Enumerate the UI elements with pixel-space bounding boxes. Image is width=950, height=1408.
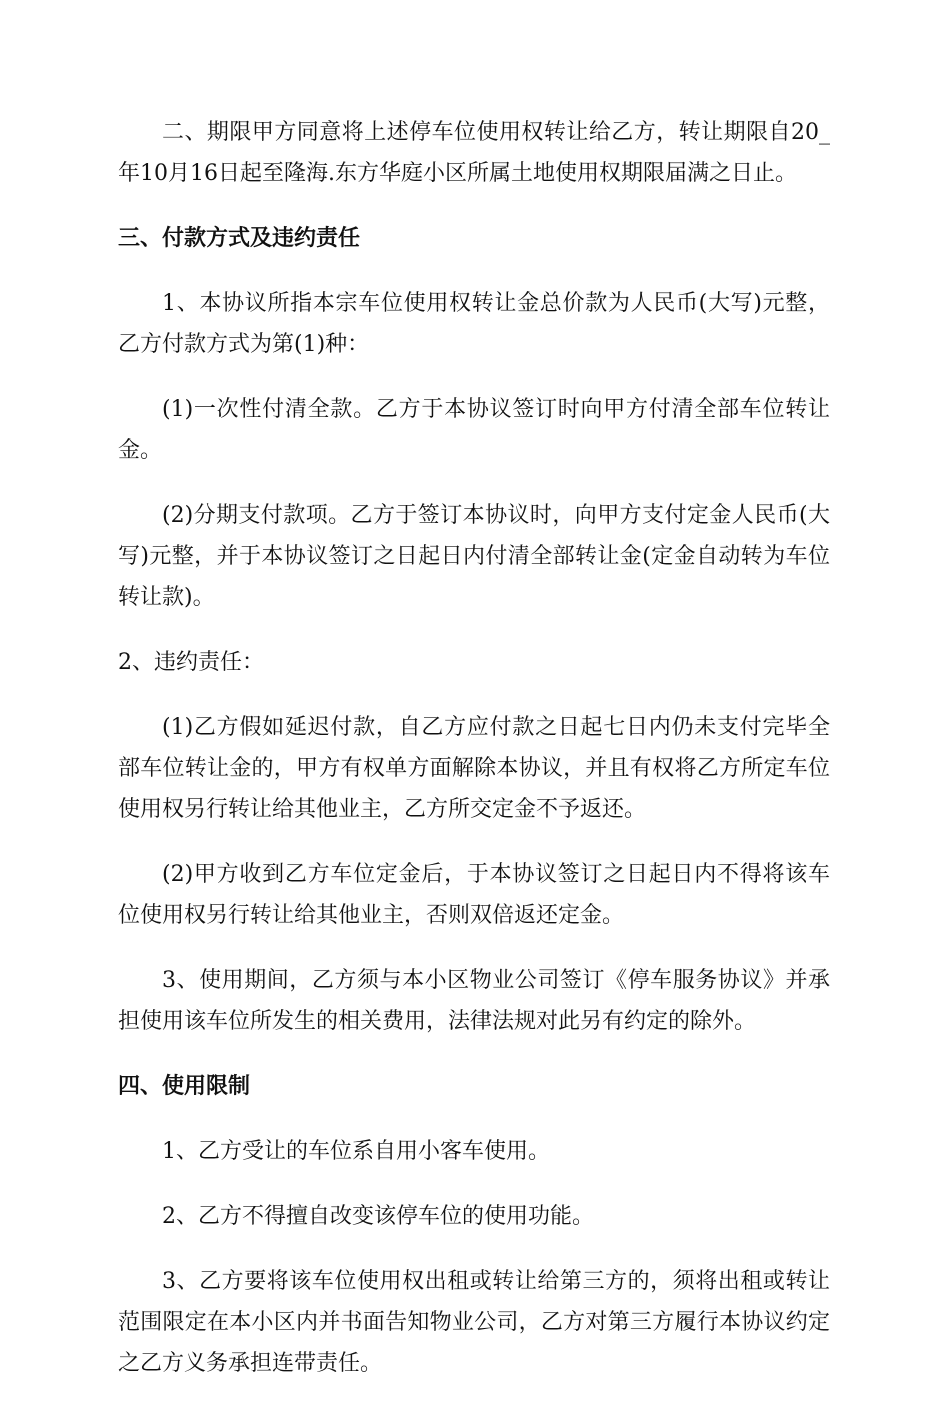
paragraph-breach-1: (1)乙方假如延迟付款，自乙方应付款之日起七日内仍未支付完毕全部车位转让金的，甲方有权单方面解除本协议，并且有权将乙方所定车位使用权另行转让给其他业主，乙方所交定金不予返还。 — [118, 715, 830, 822]
subheading-breach-liability: 2、违约责任： — [118, 650, 264, 675]
section-heading-payment: 三、付款方式及违约责任 — [118, 226, 361, 251]
paragraph-payment-option-1: (1)一次性付清全款。乙方于本协议签订时向甲方付清全部车位转让金。 — [118, 397, 830, 463]
paragraph-restriction-2: 2、乙方不得擅自改变该停车位的使用功能。 — [162, 1204, 594, 1229]
paragraph-restriction-3: 3、乙方要将该车位使用权出租或转让给第三方的，须将出租或转让范围限定在本小区内并书面告知物业公司，乙方对第三方履行本协议约定之乙方义务承担连带责任。 — [118, 1269, 830, 1376]
paragraph-term: 二、期限甲方同意将上述停车位使用权转让给乙方，转让期限自20_年10月16日起至隆海.东方华庭小区所属土地使用权期限届满之日止。 — [118, 120, 830, 186]
paragraph-breach-2: (2)甲方收到乙方车位定金后，于本协议签订之日起日内不得将该车位使用权另行转让给其他业主，否则双倍返还定金。 — [118, 862, 830, 928]
paragraph-restriction-1: 1、乙方受让的车位系自用小客车使用。 — [162, 1139, 550, 1164]
section-heading-usage-restrictions: 四、使用限制 — [118, 1074, 251, 1099]
paragraph-usage-period: 3、使用期间，乙方须与本小区物业公司签订《停车服务协议》并承担使用该车位所发生的相关费用，法律法规对此另有约定的除外。 — [118, 968, 830, 1034]
document-page — [118, 112, 830, 1408]
paragraph-payment-option-2: (2)分期支付款项。乙方于签订本协议时，向甲方支付定金人民币(大写)元整，并于本协议签订之日起日内付清全部转让金(定金自动转为车位转让款)。 — [118, 503, 830, 610]
paragraph-payment-total: 1、本协议所指本宗车位使用权转让金总价款为人民币(大写)元整，乙方付款方式为第(1)种： — [118, 291, 830, 357]
